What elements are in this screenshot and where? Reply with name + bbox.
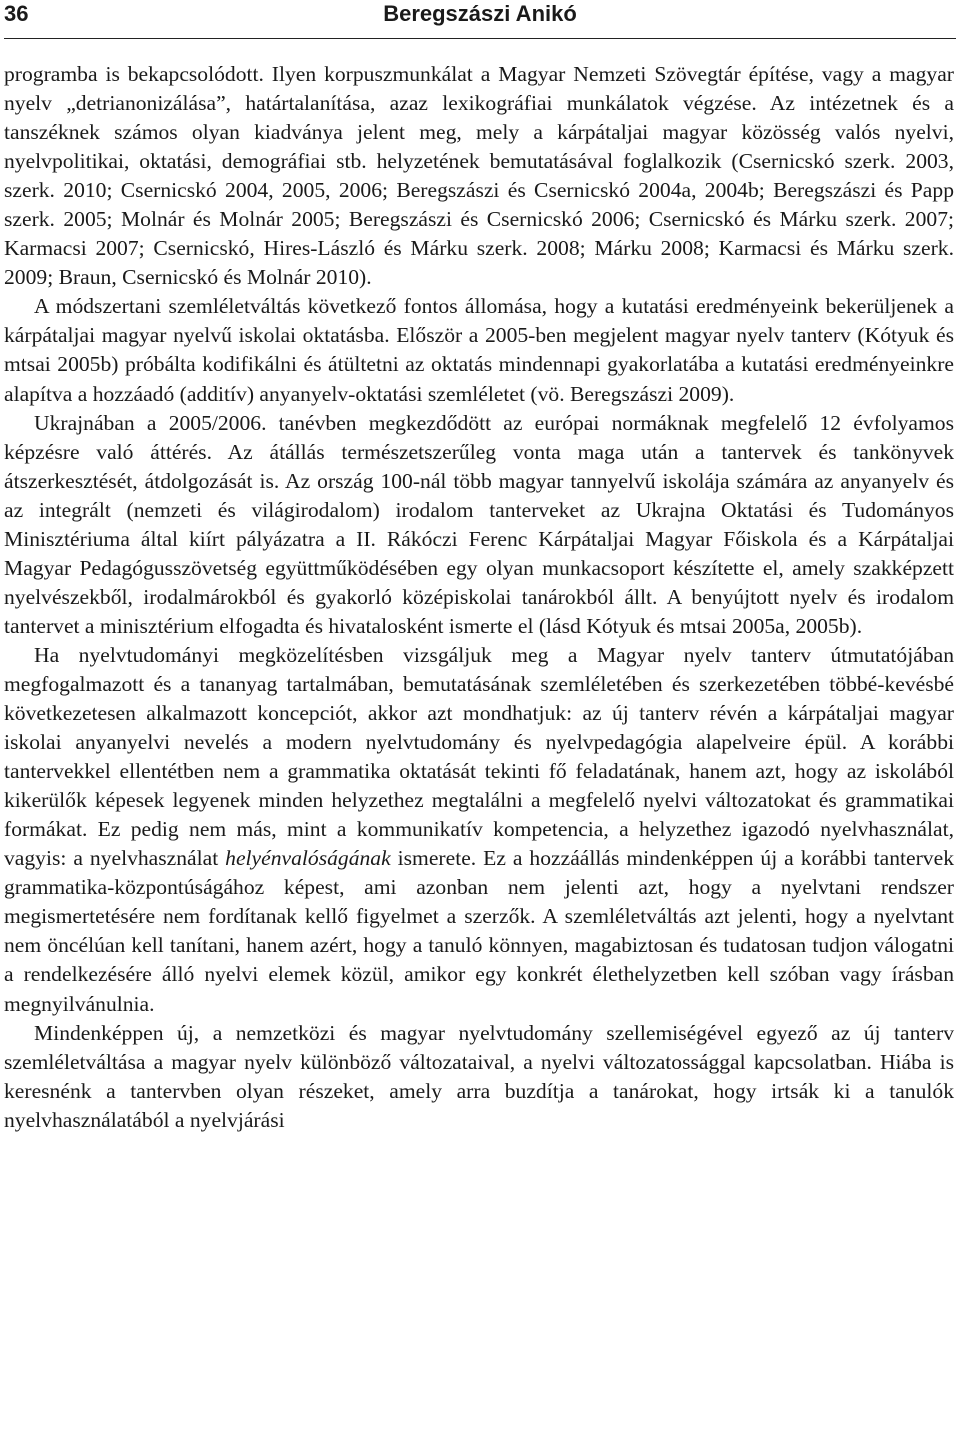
paragraph-continued: programba is bekapcsolódott. Ilyen korpuszmunkálat a Magyar Nemzeti Szövegtár építése, vagy a magyar nyelv „detrianonizálása”, határtalanítása, azaz lexikográfiai munkálatok végzése. Az intézetnek és a tanszéknek számos olyan kiadványa jelent meg, mely a kárpátaljai magyar közösség valós nyelvi, nyelvpolitikai, oktatási, demográfiai stb. helyzetének bemutatásával foglalkozik (Csernicskó szerk. 2003, szerk. 2010; Csernicskó 2004, 2005, 2006; Beregszászi és Csernicskó 2004a, 2004b; Beregszászi és Papp szerk. 2005; Molnár és Molnár 2005; Beregszászi és Csernicskó 2006; Csernicskó és Márku szerk. 2007; Karmacsi 2007; Csernicskó, Hires-László és Márku szerk. 2008; Márku 2008; Karmacsi és Márku szerk. 2009; Braun, Csernicskó és Molnár 2010). bbox=[4, 62, 954, 290]
paragraph: Mindenképpen új, a nemzetközi és magyar nyelvtudomány szellemiségével egyező az új tanterv szemléletváltása a magyar nyelv különböző változataival, a nyelvi változatossággal kapcsolatban. Hiába is keresnénk a tantervben olyan részeket, amely arra buzdítja a tanárokat, hogy irtsák ki a tanulók nyelvhasználatából a nyelvjárási bbox=[4, 1020, 954, 1132]
paragraph-text: Ha nyelvtudományi megközelítésben vizsgáljuk meg a Magyar nyelv tanterv útmutatójában megfogalmazott és a tananyag tartalmában, bemutatásának szemléletében és szerkezetében többé-kevésbé következetesen alkalmazott koncepciót, akkor azt mondhatjuk: az új tanterv révén a kárpátaljai magyar iskolai anyanyelvi nevelés a modern nyelvtudomány és nyelvpedagógia alapelveire épül. A korábbi tantervekkel ellentétben nem a grammatika oktatását tekinti fő feladatának, hanem azt, hogy az iskolából kikerülők képesek legyenek minden helyzethez megtalálni a megfelelő nyelvi változatokat és grammatikai formákat. Ez pedig nem más, mint a kommunikatív kompetencia, a helyzethez igazodó nyelvhasználat, vagyis: a nyelvhasználat bbox=[4, 642, 954, 871]
running-head-author: Beregszászi Anikó bbox=[383, 1, 577, 26]
body-text bbox=[4, 60, 954, 1135]
paragraph bbox=[4, 641, 954, 1019]
paragraph-text: ismerete. Ez a hozzáállás mindenképpen új a korábbi tantervek grammatika-központúságához képest, ami azonban nem jelenti azt, hogy a nyelvtani rendszer megismertetésére nem fordítanak kellő figyelmet a szerzők. A szemléletváltás azt jelenti, hogy a nyelvtant nem öncélúan kell tanítani, hanem azért, hogy a tanuló könnyen, magabiztosan és tudatosan tudjon válogatni a rendelkezésére álló nyelvi elemek közül, amikor egy konkrét élethelyzetben kell szóban vagy írásban megnyilvánulnia. bbox=[4, 846, 954, 1016]
paragraph: Ukrajnában a 2005/2006. tanévben megkezdődött az európai normáknak megfelelő 12 évfolyamos képzésre való áttérés. Az átállás természetszerűleg vonta maga után a tantervek és tankönyvek átszerkesztését, átdolgozását is. Az ország 100-nál több magyar tannyelvű iskolája számára az anyanyelv és az integrált (nemzeti és világirodalom) irodalom tanterveket az Ukrajna Oktatási és Tudományos Minisztériuma által kiírt pályázatra a II. Rákóczi Ferenc Kárpátaljai Magyar Főiskola és a Kárpátaljai Magyar Pedagógusszövetség együttműködésében egy olyan munkacsoport készítette el, amely szakképzett nyelvészekből, irodalmárokból és gyakorló középiskolai tanárokból állt. A benyújtott nyelv és irodalom tantervet a minisztérium elfogadta és hivatalosként ismerte el (lásd Kótyuk és mtsai 2005a, 2005b). bbox=[4, 410, 954, 638]
paragraph: A módszertani szemléletváltás következő fontos állomása, hogy a kutatási eredményeink bekerüljenek a kárpátaljai magyar nyelvű iskolai oktatásba. Először a 2005-ben megjelent magyar nyelv tanterv (Kótyuk és mtsai 2005b) próbálta kodifikálni és átültetni az oktatás mindennapi gyakorlatába a kutatási eredményeinkre alapítva a hozzáadó (additív) anyanyelv-oktatási szemléletet (vö. Beregszászi 2009). bbox=[4, 294, 954, 406]
emphasized-term: helyénvalóságának bbox=[225, 846, 391, 871]
page-number: 36 bbox=[4, 1, 29, 26]
page-header bbox=[4, 0, 956, 39]
